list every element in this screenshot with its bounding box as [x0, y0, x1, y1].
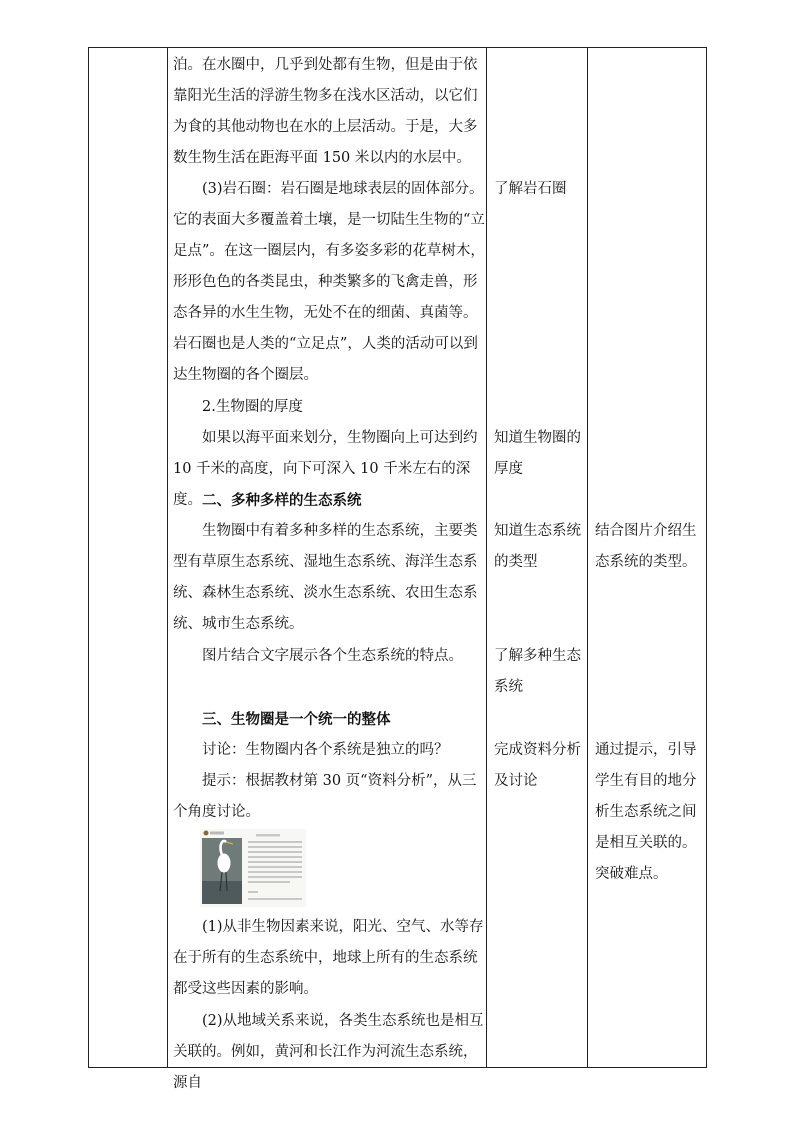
paragraph-discussion: 讨论：生物圈内各个系统是独立的吗？ [202, 742, 449, 758]
heading-unified-whole: 三、生物圈是一个统一的整体 [202, 711, 391, 728]
activity-various-ecosystems: 了解多种生态系统 [494, 648, 581, 695]
heading-ecosystems: 二、多种多样的生态系统 [202, 492, 362, 509]
paragraph-thickness: 如果以海平面来划分，生物圈向上可达到约 10 千米的高度，向下可深入 10 千米左右的深度。 [173, 430, 478, 508]
activity-thickness: 知道生物圈的厚度 [494, 430, 581, 477]
intent-guided-discussion: 通过提示，引导学生有目的地分析生态系统之间是相互关联的。突破难点。 [595, 742, 697, 882]
column-divider [167, 48, 168, 1067]
paragraph-ecosystem-types: 生物圈中有着多种多样的生态系统，主要类型有草原生态系统、湿地生态系统、海洋生态系统、森林生态系统、淡水生态系统、农田生态系统、城市生态系统。 [173, 523, 478, 632]
paragraph-hint: 提示：根据教材第 30 页“资料分析”，从三个角度讨论。 [173, 773, 477, 820]
paragraph-hydrosphere-end: 泊。在水圈中，几乎到处都有生物，但是由于依靠阳光生活的浮游生物多在浅水区活动，以它们为食的其他动物也在水的上层活动。于是，大多数生物生活在距海平面 150 米以内的水层中。 [173, 57, 478, 166]
paragraph-lithosphere: (3)岩石圈：岩石圈是地球表层的固体部分。它的表面大多覆盖着土壤，是一切陆生生物的“立足点”。在这一圈层内，有多姿多彩的花草树木，形形色色的各类昆虫，种类繁多的飞禽走兽，形态各异的水生生物，无处不在的细菌、真菌等。岩石圈也是人类的“立足点”，人类的活动可以到达生物圈的各个圈层。 [173, 181, 485, 383]
column-divider [587, 48, 588, 1067]
paragraph-picture-note: 图片结合文字展示各个生态系统的特点。 [202, 648, 463, 664]
paragraph-abiotic-factors: (1)从非生物因素来说，阳光、空气、水等存在于所有的生态系统中，地球上所有的生态系统都受这些因素的影响。 [173, 919, 484, 997]
column-divider [486, 48, 487, 1067]
intent-ecosystem-types: 结合图片介绍生态系统的类型。 [595, 523, 697, 570]
activity-data-analysis: 完成资料分析及讨论 [494, 742, 581, 789]
activity-lithosphere: 了解岩石圈 [494, 181, 567, 197]
subheading-thickness: 2.生物圈的厚度 [202, 399, 303, 415]
paragraph-regional-relations: (2)从地域关系来说，各类生态系统也是相互关联的。例如，黄河和长江作为河流生态系统，源自 [173, 1013, 484, 1091]
activity-ecosystem-types: 知道生态系统的类型 [494, 523, 581, 570]
textbook-page-thumbnail [200, 829, 306, 907]
